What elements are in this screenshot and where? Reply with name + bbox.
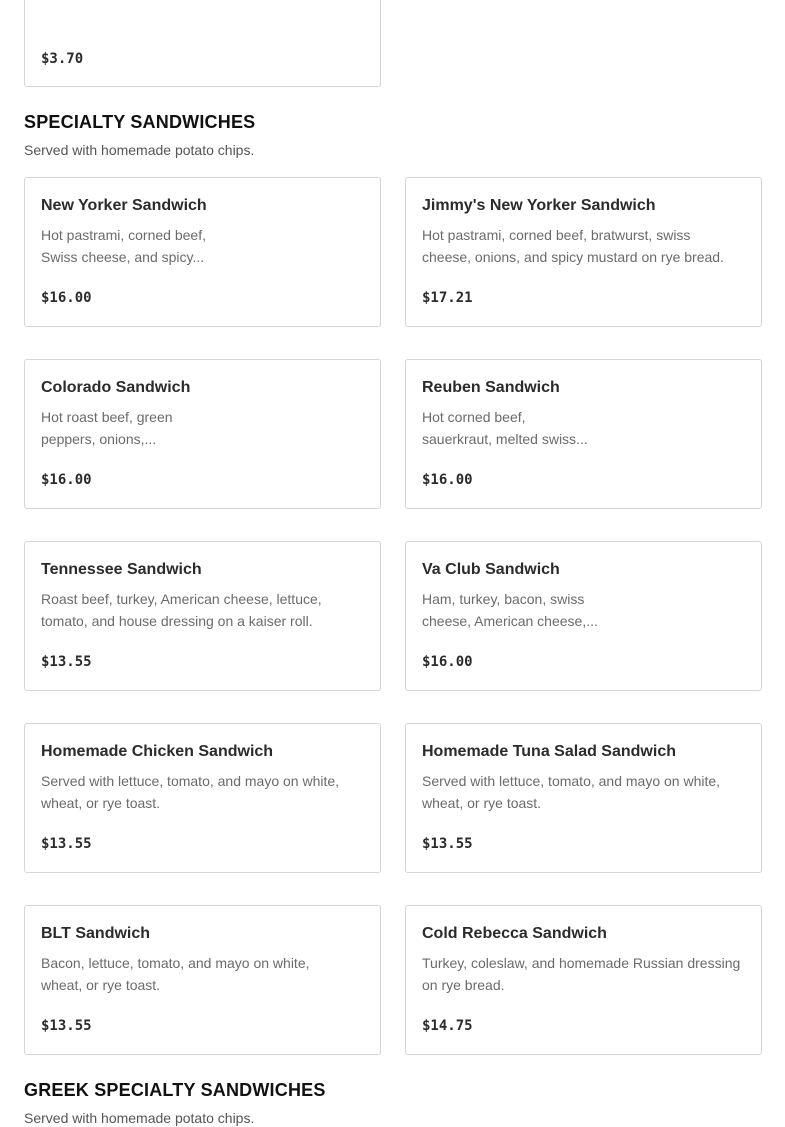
item-price: $16.00: [41, 290, 92, 306]
item-description: Hot pastrami, corned beef, Swiss cheese, and spicy...: [41, 227, 206, 265]
item-name: Colorado Sandwich: [41, 379, 191, 396]
item-name: Homemade Tuna Salad Sandwich: [422, 743, 676, 760]
item-price: $13.55: [41, 836, 92, 852]
item-name: Reuben Sandwich: [422, 379, 560, 396]
item-description: Hot roast beef, green peppers, onions,...: [41, 409, 173, 447]
item-description: Served with lettuce, tomato, and mayo on white, wheat, or rye toast.: [422, 773, 721, 811]
item-price: $16.00: [41, 472, 92, 488]
menu-item-card[interactable]: [24, 905, 381, 1055]
menu-item-card[interactable]: [405, 723, 762, 873]
item-price: $17.21: [422, 290, 473, 306]
item-price: $3.70: [41, 51, 84, 67]
item-name: Tennessee Sandwich: [41, 561, 202, 578]
item-name: Jimmy's New Yorker Sandwich: [422, 197, 656, 214]
section-title: GREEK SPECIALTY SANDWICHES: [24, 1080, 326, 1100]
item-description: Ham, turkey, bacon, swiss cheese, American cheese,...: [422, 591, 598, 629]
menu-item-card[interactable]: [24, 723, 381, 873]
section-title: SPECIALTY SANDWICHES: [24, 112, 256, 132]
item-name: New Yorker Sandwich: [41, 197, 207, 214]
menu-item-card[interactable]: [405, 541, 762, 691]
menu-item-card[interactable]: [24, 541, 381, 691]
section-subtitle: Served with homemade potato chips.: [24, 1110, 255, 1126]
menu-item-card[interactable]: [24, 359, 381, 509]
item-price: $13.55: [41, 654, 92, 670]
menu-item-card[interactable]: [405, 905, 762, 1055]
menu-item-card[interactable]: [24, 0, 381, 87]
item-name: Homemade Chicken Sandwich: [41, 743, 274, 760]
menu-item-card[interactable]: [405, 177, 762, 327]
section-subtitle: Served with homemade potato chips.: [24, 142, 255, 158]
menu-item-card[interactable]: [24, 177, 381, 327]
item-description: Served with lettuce, tomato, and mayo on white, wheat, or rye toast.: [41, 773, 340, 811]
item-price: $16.00: [422, 472, 473, 488]
item-price: $16.00: [422, 654, 473, 670]
item-name: BLT Sandwich: [41, 925, 151, 942]
item-description: Hot corned beef, sauerkraut, melted swiss...: [422, 409, 588, 447]
item-price: $13.55: [422, 836, 473, 852]
item-description: Bacon, lettuce, tomato, and mayo on white, wheat, or rye toast.: [41, 955, 310, 993]
item-name: Cold Rebecca Sandwich: [422, 925, 607, 942]
item-description: Turkey, coleslaw, and homemade Russian dressing on rye bread.: [422, 955, 741, 993]
item-description: Hot pastrami, corned beef, bratwurst, swiss cheese, onions, and spicy mustard on rye bread.: [422, 227, 724, 265]
item-price: $13.55: [41, 1018, 92, 1034]
item-price: $14.75: [422, 1018, 473, 1034]
menu-item-card[interactable]: [405, 359, 762, 509]
item-name: Va Club Sandwich: [422, 561, 560, 578]
item-description: Roast beef, turkey, American cheese, lettuce, tomato, and house dressing on a kaiser roll.: [41, 591, 322, 629]
